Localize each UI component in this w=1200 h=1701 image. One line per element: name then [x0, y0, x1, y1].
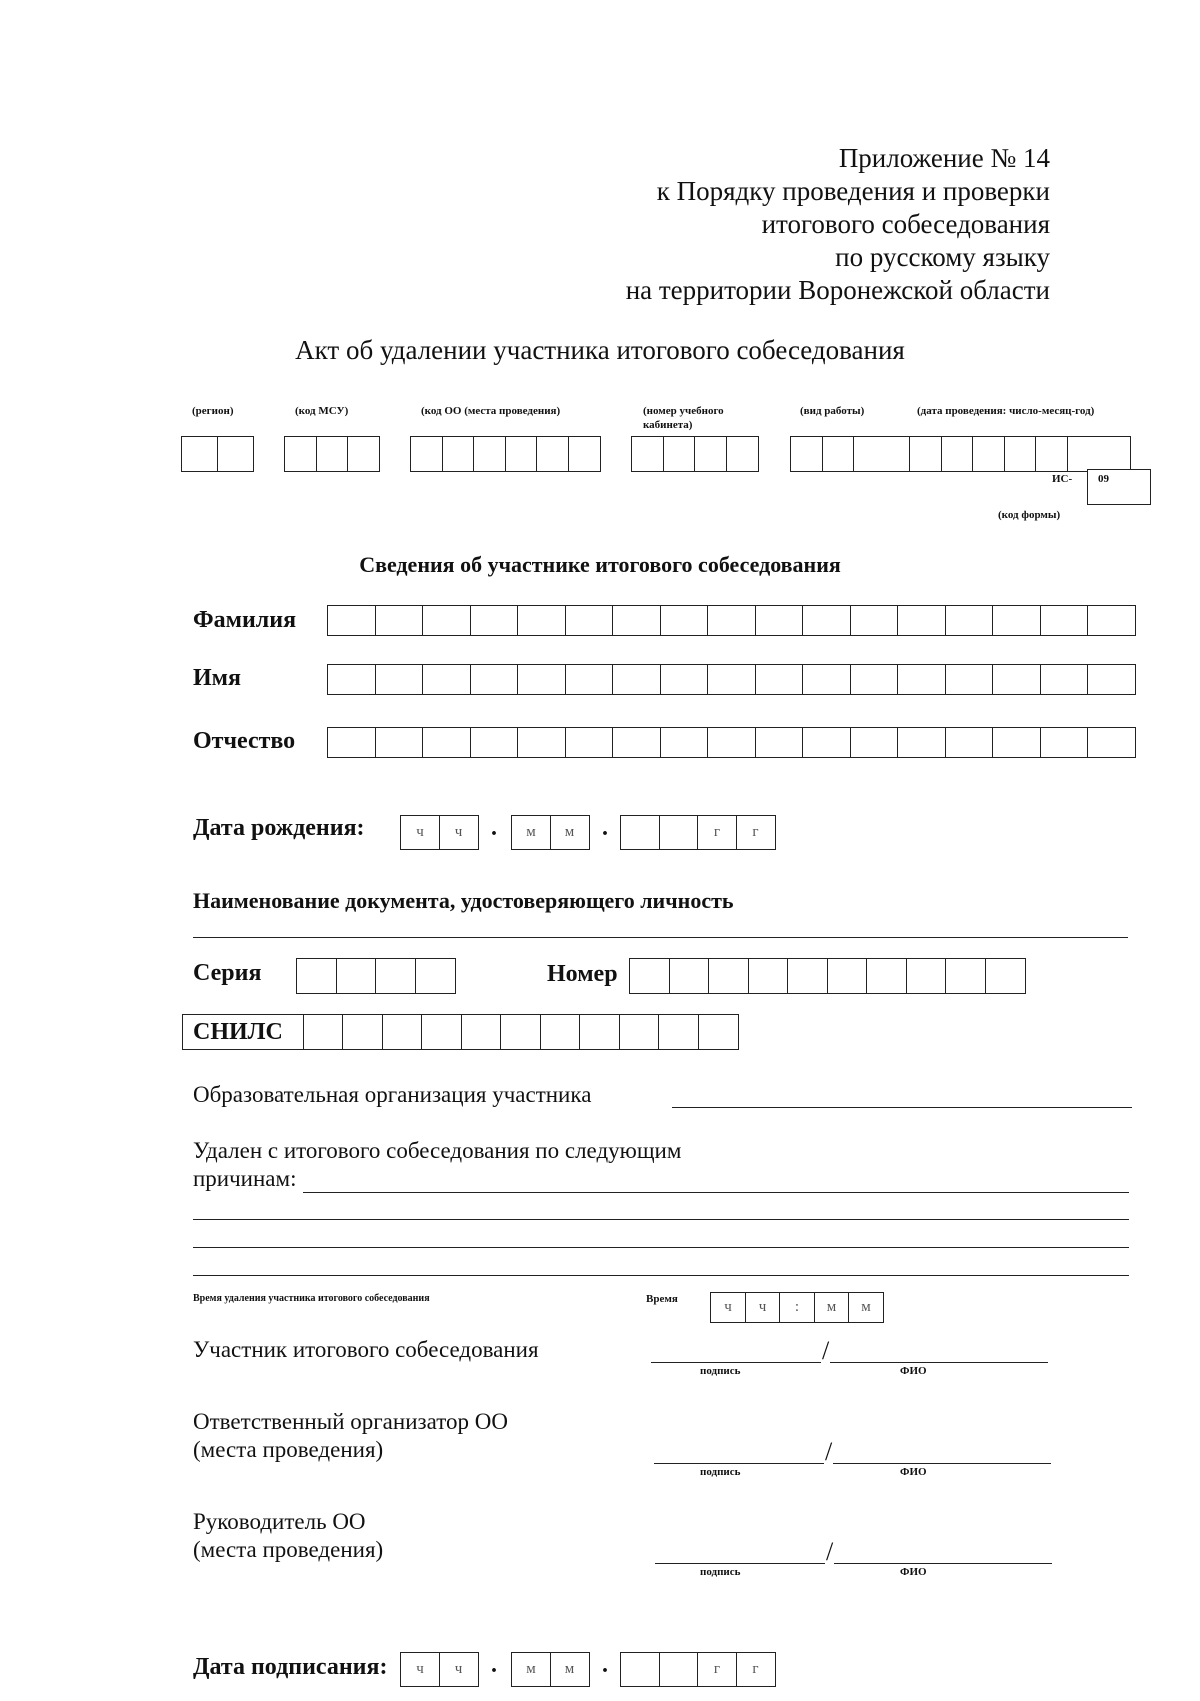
birth-cell[interactable]: ч [439, 815, 479, 850]
box[interactable] [850, 727, 899, 758]
box[interactable] [517, 605, 566, 636]
box[interactable] [473, 436, 506, 472]
time-cell[interactable]: ч [745, 1292, 781, 1323]
room-label-2: кабинета) [643, 419, 693, 431]
box[interactable] [421, 1014, 462, 1050]
birth-year-boxes[interactable] [620, 815, 776, 850]
box[interactable] [375, 727, 424, 758]
box[interactable] [347, 436, 380, 472]
msu-label: (код МСУ) [295, 405, 349, 417]
signing-cell[interactable]: г [736, 1652, 776, 1687]
box[interactable] [909, 436, 942, 472]
form-code-box [1087, 469, 1151, 505]
removal-time-boxes[interactable] [710, 1292, 884, 1323]
head-signature-label-2: (места проведения) [193, 1537, 384, 1562]
box[interactable] [1035, 436, 1068, 472]
box[interactable] [945, 958, 986, 994]
box[interactable] [827, 958, 868, 994]
box[interactable] [707, 727, 756, 758]
room-boxes[interactable] [631, 436, 759, 472]
box[interactable] [415, 958, 456, 994]
box[interactable] [945, 664, 994, 695]
box[interactable] [658, 1014, 699, 1050]
number-boxes[interactable] [629, 958, 1026, 994]
signing-cell[interactable]: м [511, 1652, 551, 1687]
time-cell: : [779, 1292, 815, 1323]
fio-line[interactable] [830, 1362, 1048, 1363]
signature-caption: подпись [700, 1566, 741, 1578]
box[interactable] [422, 727, 471, 758]
box[interactable] [470, 605, 519, 636]
box[interactable] [972, 436, 1005, 472]
box[interactable] [992, 605, 1041, 636]
box[interactable] [579, 1014, 620, 1050]
box[interactable] [755, 664, 804, 695]
birth-cell[interactable]: м [550, 815, 590, 850]
time-label: Время [646, 1293, 678, 1305]
signature-line[interactable] [654, 1463, 824, 1464]
box[interactable] [284, 436, 317, 472]
slash: / [822, 1336, 830, 1365]
box[interactable] [1067, 436, 1131, 472]
signing-month-boxes[interactable] [511, 1652, 590, 1687]
series-boxes[interactable] [296, 958, 456, 994]
birth-date-label: Дата рождения: [193, 815, 365, 841]
box[interactable] [536, 436, 569, 472]
slash: / [825, 1437, 833, 1466]
signing-cell[interactable]: ч [439, 1652, 479, 1687]
series-label: Серия [193, 960, 262, 986]
box[interactable] [505, 436, 538, 472]
box[interactable] [470, 727, 519, 758]
signing-cell[interactable] [659, 1652, 699, 1687]
box[interactable] [707, 664, 756, 695]
box[interactable] [296, 958, 337, 994]
box[interactable] [850, 664, 899, 695]
date-boxes[interactable] [909, 436, 1131, 472]
participant-signature-label: Участник итогового собеседования [193, 1337, 539, 1362]
box[interactable] [1087, 727, 1136, 758]
box[interactable] [612, 727, 661, 758]
header-line: итогового собеседования [761, 209, 1050, 239]
box[interactable] [470, 664, 519, 695]
time-cell[interactable]: м [814, 1292, 850, 1323]
box[interactable] [565, 605, 614, 636]
reason-line[interactable] [193, 1219, 1129, 1220]
box[interactable] [945, 727, 994, 758]
box[interactable] [790, 436, 823, 472]
signing-cell[interactable]: г [697, 1652, 737, 1687]
reason-label: Удален с итогового собеседования по следующим [193, 1138, 682, 1163]
box[interactable] [422, 605, 471, 636]
box[interactable] [694, 436, 727, 472]
box[interactable] [442, 436, 475, 472]
box[interactable] [619, 1014, 660, 1050]
signing-cell[interactable]: ч [400, 1652, 440, 1687]
organization-line[interactable] [672, 1107, 1132, 1108]
header-line: Приложение № 14 [838, 143, 1050, 173]
surname-boxes[interactable] [327, 605, 1136, 636]
fio-caption: ФИО [900, 1365, 927, 1377]
birth-day-boxes[interactable] [400, 815, 479, 850]
birth-cell[interactable]: г [736, 815, 776, 850]
box[interactable] [1040, 605, 1089, 636]
box[interactable] [755, 605, 804, 636]
box[interactable] [1040, 727, 1089, 758]
box[interactable] [748, 958, 789, 994]
form-code-value: 09 [1087, 469, 1151, 505]
box[interactable] [327, 727, 376, 758]
birth-cell[interactable]: г [697, 815, 737, 850]
msu-boxes[interactable] [284, 436, 380, 472]
box[interactable] [565, 664, 614, 695]
box[interactable] [726, 436, 759, 472]
time-cell[interactable]: ч [710, 1292, 746, 1323]
appendix-header [626, 142, 1050, 307]
box[interactable] [316, 436, 349, 472]
signature-caption: подпись [700, 1365, 741, 1377]
box[interactable] [375, 958, 416, 994]
name-label: Имя [193, 665, 241, 691]
box[interactable] [181, 436, 218, 472]
box[interactable] [897, 664, 946, 695]
signature-caption: подпись [700, 1466, 741, 1478]
signing-date-label: Дата подписания: [193, 1654, 388, 1680]
box[interactable] [660, 727, 709, 758]
dot-separator: . [602, 1652, 608, 1678]
box[interactable] [303, 1014, 344, 1050]
name-boxes[interactable] [327, 664, 1136, 695]
box[interactable] [540, 1014, 581, 1050]
fio-line[interactable] [833, 1463, 1051, 1464]
signing-cell[interactable]: м [550, 1652, 590, 1687]
birth-cell[interactable] [620, 815, 660, 850]
reason-line[interactable] [193, 1275, 1129, 1276]
box[interactable] [992, 664, 1041, 695]
snils-label: СНИЛС [182, 1014, 304, 1050]
box[interactable] [669, 958, 710, 994]
reason-label-2: причинам: [193, 1166, 297, 1191]
id-document-line[interactable] [193, 937, 1128, 938]
box[interactable] [707, 605, 756, 636]
box[interactable] [1087, 664, 1136, 695]
box[interactable] [375, 664, 424, 695]
box[interactable] [660, 605, 709, 636]
reason-line[interactable] [193, 1247, 1129, 1248]
signature-line[interactable] [655, 1563, 825, 1564]
signature-line[interactable] [651, 1362, 821, 1363]
box[interactable] [629, 958, 670, 994]
organizer-signature-label: Ответственный организатор ОО [193, 1409, 508, 1434]
region-boxes[interactable] [181, 436, 254, 472]
box[interactable] [850, 605, 899, 636]
box[interactable] [517, 664, 566, 695]
box[interactable] [708, 958, 749, 994]
box[interactable] [906, 958, 947, 994]
date-label: (дата проведения: число-месяц-год) [917, 405, 1095, 417]
surname-label: Фамилия [193, 607, 297, 633]
box[interactable] [945, 605, 994, 636]
organizer-signature-label-2: (места проведения) [193, 1437, 384, 1462]
head-signature-label: Руководитель ОО [193, 1509, 366, 1534]
box[interactable] [698, 1014, 739, 1050]
oo-label: (код ОО (места проведения) [421, 405, 561, 417]
box[interactable] [342, 1014, 383, 1050]
section-title: Сведения об участнике итогового собеседования [359, 552, 841, 577]
birth-cell[interactable]: м [511, 815, 551, 850]
signing-day-boxes[interactable] [400, 1652, 479, 1687]
organization-label: Образовательная организация участника [193, 1082, 592, 1107]
fio-caption: ФИО [900, 1466, 927, 1478]
signing-year-boxes[interactable] [620, 1652, 776, 1687]
box[interactable] [802, 727, 851, 758]
slash: / [826, 1537, 834, 1566]
box[interactable] [992, 727, 1041, 758]
fio-caption: ФИО [900, 1566, 927, 1578]
box[interactable] [1087, 605, 1136, 636]
removal-time-caption: Время удаления участника итогового собеседования [193, 1293, 430, 1304]
box[interactable] [217, 436, 254, 472]
box[interactable] [985, 958, 1026, 994]
box[interactable] [866, 958, 907, 994]
dot-separator: . [602, 815, 608, 841]
region-label: (регион) [192, 405, 234, 417]
oo-boxes[interactable] [410, 436, 601, 472]
box[interactable] [897, 605, 946, 636]
header-line: по русскому языку [835, 242, 1050, 272]
birth-cell[interactable]: ч [400, 815, 440, 850]
form-prefix: ИС- [1052, 473, 1073, 485]
number-label: Номер [547, 961, 618, 987]
signing-cell[interactable] [620, 1652, 660, 1687]
room-label: (номер учебного [643, 405, 724, 417]
box[interactable] [327, 605, 376, 636]
box[interactable] [382, 1014, 423, 1050]
box[interactable] [1040, 664, 1089, 695]
dot-separator: . [491, 815, 497, 841]
box[interactable] [631, 436, 664, 472]
box[interactable] [941, 436, 974, 472]
header-line: на территории Воронежской области [625, 275, 1050, 305]
box[interactable] [327, 664, 376, 695]
box[interactable] [755, 727, 804, 758]
box[interactable] [897, 727, 946, 758]
box[interactable] [375, 605, 424, 636]
box[interactable] [1004, 436, 1037, 472]
patronymic-label: Отчество [193, 728, 296, 754]
reason-line[interactable] [303, 1192, 1129, 1193]
id-document-label: Наименование документа, удостоверяющего личность [193, 888, 734, 913]
box[interactable] [410, 436, 443, 472]
time-cell[interactable]: м [848, 1292, 884, 1323]
document-title: Акт об удалении участника итогового собеседования [295, 335, 905, 365]
box[interactable] [568, 436, 601, 472]
box[interactable] [565, 727, 614, 758]
box[interactable] [663, 436, 696, 472]
patronymic-boxes[interactable] [327, 727, 1136, 758]
box[interactable] [500, 1014, 541, 1050]
box[interactable] [461, 1014, 502, 1050]
box[interactable] [802, 605, 851, 636]
box[interactable] [422, 664, 471, 695]
box[interactable] [787, 958, 828, 994]
header-line: к Порядку проведения и проверки [656, 176, 1050, 206]
birth-month-boxes[interactable] [511, 815, 590, 850]
dot-separator: . [491, 1652, 497, 1678]
form-label: (код формы) [998, 509, 1061, 521]
box[interactable] [802, 664, 851, 695]
fio-line[interactable] [834, 1563, 1052, 1564]
box[interactable] [822, 436, 855, 472]
box[interactable] [517, 727, 566, 758]
work-label: (вид работы) [800, 405, 865, 417]
box[interactable] [660, 664, 709, 695]
snils-boxes[interactable] [182, 1014, 739, 1050]
box[interactable] [612, 664, 661, 695]
box[interactable] [336, 958, 377, 994]
box[interactable] [612, 605, 661, 636]
birth-cell[interactable] [659, 815, 699, 850]
